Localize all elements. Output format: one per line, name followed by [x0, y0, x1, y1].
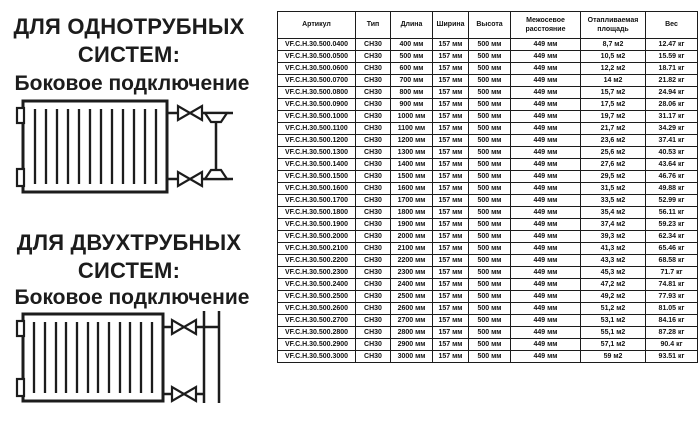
cell-length: 400 мм [391, 39, 433, 51]
cell-article: VF.C.H.30.500.2300 [278, 267, 356, 279]
cell-axle-distance: 449 мм [511, 207, 581, 219]
column-header-axle-distance: Межосевое расстояние [511, 12, 581, 39]
cell-width: 157 мм [433, 279, 469, 291]
column-header-width: Ширина [433, 12, 469, 39]
table-header-row [278, 12, 698, 39]
cell-weight: 40.53 кг [646, 147, 698, 159]
table-row [278, 75, 698, 87]
tee-fitting-icon [205, 170, 227, 179]
cell-axle-distance: 449 мм [511, 111, 581, 123]
cell-type: CH30 [356, 207, 391, 219]
cell-article: VF.C.H.30.500.1700 [278, 195, 356, 207]
cell-weight: 65.46 кг [646, 243, 698, 255]
cell-height: 500 мм [469, 279, 511, 291]
cell-article: VF.C.H.30.500.1600 [278, 183, 356, 195]
cell-heated-area: 49,2 м2 [581, 291, 646, 303]
cell-type: CH30 [356, 339, 391, 351]
cell-article: VF.C.H.30.500.1100 [278, 123, 356, 135]
cell-type: CH30 [356, 243, 391, 255]
cell-width: 157 мм [433, 135, 469, 147]
cell-length: 2000 мм [391, 231, 433, 243]
cell-height: 500 мм [469, 135, 511, 147]
cell-article: VF.C.H.30.500.2500 [278, 291, 356, 303]
cell-weight: 34.29 кг [646, 123, 698, 135]
cell-type: CH30 [356, 87, 391, 99]
table-row [278, 135, 698, 147]
cell-width: 157 мм [433, 351, 469, 363]
cell-height: 500 мм [469, 207, 511, 219]
cell-width: 157 мм [433, 39, 469, 51]
cell-type: CH30 [356, 159, 391, 171]
cell-axle-distance: 449 мм [511, 195, 581, 207]
cell-width: 157 мм [433, 171, 469, 183]
cell-weight: 24.94 кг [646, 87, 698, 99]
table-row [278, 327, 698, 339]
cell-height: 500 мм [469, 339, 511, 351]
cell-heated-area: 23,6 м2 [581, 135, 646, 147]
cell-length: 1700 мм [391, 195, 433, 207]
cell-type: CH30 [356, 183, 391, 195]
cell-length: 1300 мм [391, 147, 433, 159]
cell-article: VF.C.H.30.500.3000 [278, 351, 356, 363]
cell-weight: 43.64 кг [646, 159, 698, 171]
cell-heated-area: 55,1 м2 [581, 327, 646, 339]
cell-length: 2400 мм [391, 279, 433, 291]
cell-weight: 77.93 кг [646, 291, 698, 303]
cell-width: 157 мм [433, 147, 469, 159]
cell-type: CH30 [356, 291, 391, 303]
cell-weight: 90.4 кг [646, 339, 698, 351]
cell-length: 2500 мм [391, 291, 433, 303]
cell-article: VF.C.H.30.500.0800 [278, 87, 356, 99]
cell-heated-area: 35,4 м2 [581, 207, 646, 219]
cell-article: VF.C.H.30.500.0700 [278, 75, 356, 87]
table-row [278, 207, 698, 219]
cell-weight: 52.99 кг [646, 195, 698, 207]
column-header-type: Тип [356, 12, 391, 39]
cell-length: 1200 мм [391, 135, 433, 147]
cell-article: VF.C.H.30.500.2000 [278, 231, 356, 243]
cell-length: 900 мм [391, 99, 433, 111]
cell-axle-distance: 449 мм [511, 231, 581, 243]
cell-heated-area: 19,7 м2 [581, 111, 646, 123]
table-row [278, 219, 698, 231]
cell-weight: 15.59 кг [646, 51, 698, 63]
cell-weight: 71.7 кг [646, 267, 698, 279]
cell-weight: 84.16 кг [646, 315, 698, 327]
cell-height: 500 мм [469, 267, 511, 279]
valve-icon [178, 106, 202, 120]
cell-axle-distance: 449 мм [511, 219, 581, 231]
cell-weight: 87.28 кг [646, 327, 698, 339]
cell-width: 157 мм [433, 219, 469, 231]
single-pipe-section-title: ДЛЯ ОДНОТРУБНЫХ СИСТЕМ: [13, 14, 245, 67]
cell-length: 2200 мм [391, 255, 433, 267]
cell-type: CH30 [356, 63, 391, 75]
cell-length: 700 мм [391, 75, 433, 87]
cell-weight: 37.41 кг [646, 135, 698, 147]
table-row [278, 99, 698, 111]
cell-axle-distance: 449 мм [511, 63, 581, 75]
table-row [278, 183, 698, 195]
cell-axle-distance: 449 мм [511, 51, 581, 63]
cell-heated-area: 27,6 м2 [581, 159, 646, 171]
table-row [278, 339, 698, 351]
cell-heated-area: 8,7 м2 [581, 39, 646, 51]
two-pipe-radiator-diagram-icon [0, 309, 236, 405]
cell-height: 500 мм [469, 111, 511, 123]
cell-type: CH30 [356, 135, 391, 147]
table-row [278, 315, 698, 327]
cell-heated-area: 25,6 м2 [581, 147, 646, 159]
cell-length: 2600 мм [391, 303, 433, 315]
cell-heated-area: 51,2 м2 [581, 303, 646, 315]
cell-width: 157 мм [433, 255, 469, 267]
cell-article: VF.C.H.30.500.1800 [278, 207, 356, 219]
cell-axle-distance: 449 мм [511, 39, 581, 51]
cell-height: 500 мм [469, 75, 511, 87]
cell-article: VF.C.H.30.500.2700 [278, 315, 356, 327]
cell-axle-distance: 449 мм [511, 75, 581, 87]
cell-length: 1500 мм [391, 171, 433, 183]
table-row [278, 279, 698, 291]
table-row [278, 147, 698, 159]
cell-height: 500 мм [469, 195, 511, 207]
cell-weight: 49.88 кг [646, 183, 698, 195]
cell-article: VF.C.H.30.500.1000 [278, 111, 356, 123]
cell-heated-area: 12,2 м2 [581, 63, 646, 75]
cell-weight: 18.71 кг [646, 63, 698, 75]
table-row [278, 351, 698, 363]
cell-type: CH30 [356, 267, 391, 279]
cell-heated-area: 57,1 м2 [581, 339, 646, 351]
cell-length: 2700 мм [391, 315, 433, 327]
cell-height: 500 мм [469, 87, 511, 99]
valve-icon [178, 172, 202, 186]
cell-axle-distance: 449 мм [511, 279, 581, 291]
cell-article: VF.C.H.30.500.1500 [278, 171, 356, 183]
cell-type: CH30 [356, 219, 391, 231]
cell-weight: 62.34 кг [646, 231, 698, 243]
tee-fitting-icon [205, 113, 227, 122]
cell-weight: 31.17 кг [646, 111, 698, 123]
cell-width: 157 мм [433, 75, 469, 87]
cell-heated-area: 15,7 м2 [581, 87, 646, 99]
valve-icon [172, 387, 196, 401]
two-pipe-section-subtitle: Боковое подключение [14, 286, 250, 309]
cell-axle-distance: 449 мм [511, 243, 581, 255]
cell-height: 500 мм [469, 243, 511, 255]
cell-type: CH30 [356, 255, 391, 267]
cell-type: CH30 [356, 99, 391, 111]
cell-height: 500 мм [469, 123, 511, 135]
cell-heated-area: 21,7 м2 [581, 123, 646, 135]
cell-height: 500 мм [469, 291, 511, 303]
cell-axle-distance: 449 мм [511, 147, 581, 159]
cell-type: CH30 [356, 75, 391, 87]
cell-axle-distance: 449 мм [511, 135, 581, 147]
cell-heated-area: 59 м2 [581, 351, 646, 363]
table-row [278, 303, 698, 315]
cell-heated-area: 17,5 м2 [581, 99, 646, 111]
cell-axle-distance: 449 мм [511, 87, 581, 99]
radiator-table-body [278, 39, 698, 363]
cell-type: CH30 [356, 303, 391, 315]
cell-type: CH30 [356, 147, 391, 159]
cell-height: 500 мм [469, 303, 511, 315]
cell-heated-area: 14 м2 [581, 75, 646, 87]
cell-type: CH30 [356, 123, 391, 135]
column-header-length: Длина [391, 12, 433, 39]
cell-heated-area: 39,3 м2 [581, 231, 646, 243]
cell-height: 500 мм [469, 327, 511, 339]
cell-width: 157 мм [433, 243, 469, 255]
cell-width: 157 мм [433, 111, 469, 123]
cell-heated-area: 53,1 м2 [581, 315, 646, 327]
cell-weight: 46.76 кг [646, 171, 698, 183]
table-row [278, 159, 698, 171]
cell-type: CH30 [356, 351, 391, 363]
cell-heated-area: 43,3 м2 [581, 255, 646, 267]
cell-axle-distance: 449 мм [511, 159, 581, 171]
cell-axle-distance: 449 мм [511, 255, 581, 267]
cell-weight: 68.58 кг [646, 255, 698, 267]
table-row [278, 171, 698, 183]
cell-article: VF.C.H.30.500.1400 [278, 159, 356, 171]
cell-height: 500 мм [469, 63, 511, 75]
cell-height: 500 мм [469, 231, 511, 243]
cell-height: 500 мм [469, 315, 511, 327]
connection-schemes-panel [0, 0, 276, 421]
table-row [278, 87, 698, 99]
cell-heated-area: 31,5 м2 [581, 183, 646, 195]
cell-weight: 74.81 кг [646, 279, 698, 291]
cell-axle-distance: 449 мм [511, 183, 581, 195]
cell-width: 157 мм [433, 63, 469, 75]
cell-width: 157 мм [433, 267, 469, 279]
cell-width: 157 мм [433, 159, 469, 171]
cell-heated-area: 29,5 м2 [581, 171, 646, 183]
cell-article: VF.C.H.30.500.2900 [278, 339, 356, 351]
cell-length: 1900 мм [391, 219, 433, 231]
cell-weight: 93.51 кг [646, 351, 698, 363]
column-header-article: Артикул [278, 12, 356, 39]
cell-article: VF.C.H.30.500.0400 [278, 39, 356, 51]
table-row [278, 63, 698, 75]
cell-article: VF.C.H.30.500.1200 [278, 135, 356, 147]
cell-height: 500 мм [469, 171, 511, 183]
single-pipe-section-subtitle: Боковое подключение [14, 72, 250, 95]
cell-length: 1600 мм [391, 183, 433, 195]
cell-heated-area: 45,3 м2 [581, 267, 646, 279]
table-row [278, 243, 698, 255]
cell-length: 800 мм [391, 87, 433, 99]
cell-heated-area: 33,5 м2 [581, 195, 646, 207]
cell-type: CH30 [356, 231, 391, 243]
table-row [278, 231, 698, 243]
column-header-height: Высота [469, 12, 511, 39]
cell-width: 157 мм [433, 183, 469, 195]
cell-article: VF.C.H.30.500.0900 [278, 99, 356, 111]
cell-axle-distance: 449 мм [511, 99, 581, 111]
table-row [278, 255, 698, 267]
cell-height: 500 мм [469, 159, 511, 171]
cell-length: 600 мм [391, 63, 433, 75]
table-row [278, 51, 698, 63]
cell-height: 500 мм [469, 255, 511, 267]
spec-table-container [277, 11, 698, 363]
cell-article: VF.C.H.30.500.2600 [278, 303, 356, 315]
table-row [278, 111, 698, 123]
cell-height: 500 мм [469, 147, 511, 159]
cell-type: CH30 [356, 279, 391, 291]
table-row [278, 123, 698, 135]
single-pipe-radiator-diagram-icon [0, 98, 236, 195]
cell-article: VF.C.H.30.500.2200 [278, 255, 356, 267]
cell-length: 2800 мм [391, 327, 433, 339]
cell-article: VF.C.H.30.500.2400 [278, 279, 356, 291]
cell-width: 157 мм [433, 303, 469, 315]
cell-height: 500 мм [469, 351, 511, 363]
cell-height: 500 мм [469, 51, 511, 63]
two-pipe-section-title: ДЛЯ ДВУХТРУБНЫХ СИСТЕМ: [16, 230, 242, 283]
cell-type: CH30 [356, 327, 391, 339]
cell-width: 157 мм [433, 327, 469, 339]
cell-axle-distance: 449 мм [511, 303, 581, 315]
cell-width: 157 мм [433, 315, 469, 327]
column-header-weight: Вес [646, 12, 698, 39]
cell-axle-distance: 449 мм [511, 171, 581, 183]
cell-article: VF.C.H.30.500.1300 [278, 147, 356, 159]
cell-length: 1000 мм [391, 111, 433, 123]
cell-article: VF.C.H.30.500.2800 [278, 327, 356, 339]
cell-article: VF.C.H.30.500.0500 [278, 51, 356, 63]
cell-width: 157 мм [433, 87, 469, 99]
cell-length: 2900 мм [391, 339, 433, 351]
cell-length: 1400 мм [391, 159, 433, 171]
cell-axle-distance: 449 мм [511, 267, 581, 279]
column-header-heated-area: Отапливаемая площадь [581, 12, 646, 39]
cell-type: CH30 [356, 111, 391, 123]
table-row [278, 195, 698, 207]
cell-weight: 28.06 кг [646, 99, 698, 111]
cell-axle-distance: 449 мм [511, 291, 581, 303]
cell-length: 1100 мм [391, 123, 433, 135]
cell-weight: 59.23 кг [646, 219, 698, 231]
cell-width: 157 мм [433, 195, 469, 207]
cell-length: 1800 мм [391, 207, 433, 219]
cell-heated-area: 41,3 м2 [581, 243, 646, 255]
cell-axle-distance: 449 мм [511, 327, 581, 339]
cell-length: 2100 мм [391, 243, 433, 255]
cell-heated-area: 37,4 м2 [581, 219, 646, 231]
cell-weight: 81.05 кг [646, 303, 698, 315]
cell-width: 157 мм [433, 51, 469, 63]
radiator-spec-table [277, 11, 698, 363]
cell-type: CH30 [356, 171, 391, 183]
cell-height: 500 мм [469, 183, 511, 195]
cell-type: CH30 [356, 315, 391, 327]
cell-width: 157 мм [433, 339, 469, 351]
cell-height: 500 мм [469, 39, 511, 51]
cell-heated-area: 47,2 м2 [581, 279, 646, 291]
cell-axle-distance: 449 мм [511, 351, 581, 363]
cell-width: 157 мм [433, 207, 469, 219]
table-row [278, 291, 698, 303]
cell-width: 157 мм [433, 123, 469, 135]
cell-article: VF.C.H.30.500.0600 [278, 63, 356, 75]
cell-length: 3000 мм [391, 351, 433, 363]
cell-axle-distance: 449 мм [511, 315, 581, 327]
cell-weight: 56.11 кг [646, 207, 698, 219]
cell-length: 500 мм [391, 51, 433, 63]
table-row [278, 39, 698, 51]
table-row [278, 267, 698, 279]
cell-type: CH30 [356, 39, 391, 51]
cell-height: 500 мм [469, 219, 511, 231]
cell-width: 157 мм [433, 291, 469, 303]
cell-type: CH30 [356, 51, 391, 63]
cell-heated-area: 10,5 м2 [581, 51, 646, 63]
cell-type: CH30 [356, 195, 391, 207]
cell-article: VF.C.H.30.500.1900 [278, 219, 356, 231]
cell-weight: 21.82 кг [646, 75, 698, 87]
valve-icon [172, 320, 196, 334]
cell-width: 157 мм [433, 231, 469, 243]
cell-axle-distance: 449 мм [511, 123, 581, 135]
cell-width: 157 мм [433, 99, 469, 111]
cell-length: 2300 мм [391, 267, 433, 279]
cell-weight: 12.47 кг [646, 39, 698, 51]
cell-article: VF.C.H.30.500.2100 [278, 243, 356, 255]
cell-height: 500 мм [469, 99, 511, 111]
cell-axle-distance: 449 мм [511, 339, 581, 351]
